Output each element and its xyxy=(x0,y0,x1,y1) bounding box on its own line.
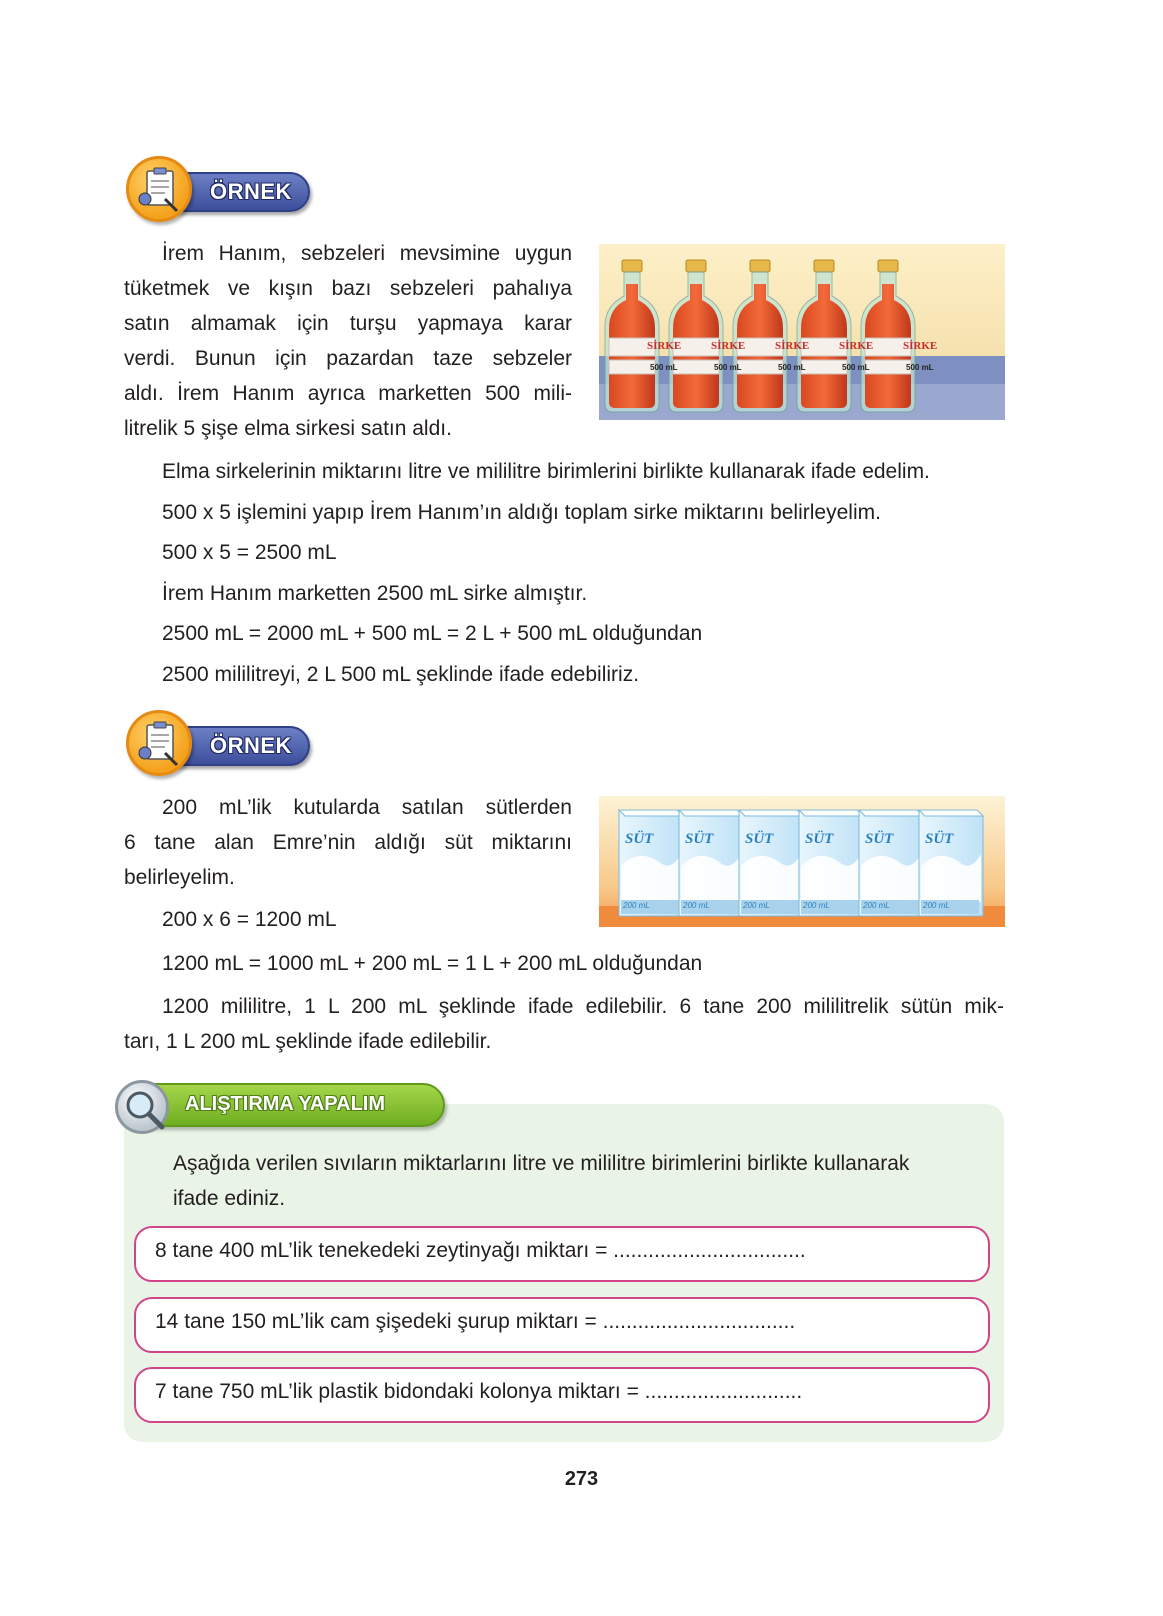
vinegar-bottles-image xyxy=(599,244,1005,420)
bottle-volume: 500 mL xyxy=(906,363,934,372)
bottle-label: SİRKE xyxy=(775,340,810,352)
exercise-item-text: 14 tane 150 mL’lik cam şişedeki şurup miktarı = ................................. xyxy=(155,1310,796,1333)
example-badge-label: ÖRNEK xyxy=(210,733,292,758)
example2-conclusion-line: 1200 mililitre, 1 L 200 mL şeklinde ifade edilebilir. 6 tane 200 mililitrelik sütün mik- xyxy=(162,995,1004,1018)
exercise-item-1[interactable] xyxy=(134,1226,990,1282)
bottle-volume: 500 mL xyxy=(842,363,870,372)
example1-line: litrelik 5 şişe elma sirkesi satın aldı. xyxy=(124,417,452,440)
carton-volume: 200 mL xyxy=(683,901,710,910)
example2-conclusion xyxy=(124,989,1004,1059)
example2-conclusion-line: tarı, 1 L 200 mL şeklinde ifade edilebilir. xyxy=(124,1030,492,1053)
example2-step: 1200 mL = 1000 mL + 200 mL = 1 L + 200 mL olduğundan xyxy=(162,952,703,975)
exercise-item-text: 8 tane 400 mL’lik tenekedeki zeytinyağı miktarı = ................................. xyxy=(155,1239,806,1262)
carton-label: SÜT xyxy=(805,831,834,847)
exercise-item-2[interactable] xyxy=(134,1297,990,1353)
example-badge-label: ÖRNEK xyxy=(210,179,292,204)
carton-volume: 200 mL xyxy=(923,901,950,910)
example1-line: tüketmek ve kışın bazı sebzeleri pahalıya xyxy=(124,277,572,300)
exercise-title: ALIŞTIRMA YAPALIM xyxy=(185,1093,386,1115)
carton-label: SÜT xyxy=(865,831,894,847)
example1-paragraph xyxy=(124,236,572,446)
magnifier-icon xyxy=(115,1080,169,1134)
exercise-item-text: 7 tane 750 mL’lik plastik bidondaki kolonya miktarı = ........................... xyxy=(155,1380,803,1403)
carton-volume: 200 mL xyxy=(623,901,650,910)
example1-line: aldı. İrem Hanım ayrıca marketten 500 mili- xyxy=(124,382,572,405)
exercise-instruction-line: Aşağıda verilen sıvıların miktarlarını litre ve mililitre birimlerini birlikte kullanarak xyxy=(173,1152,910,1175)
bottle-volume: 500 mL xyxy=(778,363,806,372)
carton-label: SÜT xyxy=(745,831,774,847)
example1-step: 500 x 5 = 2500 mL xyxy=(162,541,337,565)
bottle-label: SİRKE xyxy=(711,340,746,352)
exercise-instruction xyxy=(173,1146,1003,1216)
example1-line: İrem Hanım, sebzeleri mevsimine uygun xyxy=(162,242,572,265)
exercise-badge xyxy=(115,1080,450,1140)
example1-step: 2500 mililitreyi, 2 L 500 mL şeklinde ifade edebiliriz. xyxy=(162,662,640,686)
clipboard-icon xyxy=(126,156,192,222)
example2-line: 6 tane alan Emre’nin aldığı süt miktarını xyxy=(124,831,572,854)
example1-step: 500 x 5 işlemini yapıp İrem Hanım’ın aldığı toplam sirke miktarını belirleyelim. xyxy=(162,500,881,524)
example2-line: belirleyelim. xyxy=(124,866,235,889)
carton-label: SÜT xyxy=(925,831,954,847)
page-number: 273 xyxy=(564,1468,599,1490)
exercise-badge-bar xyxy=(135,1083,445,1127)
example1-line: verdi. Bunun için pazardan taze sebzeler xyxy=(124,347,572,370)
example2-line: 200 mL’lik kutularda satılan sütlerden xyxy=(162,796,572,819)
bottle-label: SİRKE xyxy=(839,340,874,352)
carton-volume: 200 mL xyxy=(863,901,890,910)
example-badge-2 xyxy=(126,710,316,780)
example1-line: satın almamak için turşu yapmaya karar xyxy=(124,312,572,335)
bottle-label: SİRKE xyxy=(647,340,682,352)
bottle-label: SİRKE xyxy=(903,340,938,352)
bottle-volume: 500 mL xyxy=(650,363,678,372)
example1-step: Elma sirkelerinin miktarını litre ve mililitre birimlerini birlikte kullanarak ifade edelim. xyxy=(162,460,930,483)
carton-label: SÜT xyxy=(685,831,714,847)
carton-label: SÜT xyxy=(625,831,654,847)
example2-paragraph xyxy=(124,790,572,895)
carton-volume: 200 mL xyxy=(803,901,830,910)
clipboard-icon xyxy=(126,710,192,776)
milk-cartons-image xyxy=(599,796,1005,927)
example2-calc: 200 x 6 = 1200 mL xyxy=(162,908,337,931)
example1-step: 2500 mL = 2000 mL + 500 mL = 2 L + 500 mL olduğundan xyxy=(162,622,703,646)
example1-step: İrem Hanım marketten 2500 mL sirke almıştır. xyxy=(162,581,588,605)
example1-steps xyxy=(162,452,1022,696)
carton-volume: 200 mL xyxy=(743,901,770,910)
bottle-volume: 500 mL xyxy=(714,363,742,372)
exercise-item-3[interactable] xyxy=(134,1367,990,1423)
exercise-instruction-line: ifade ediniz. xyxy=(173,1187,286,1210)
example-badge-1 xyxy=(126,156,316,226)
